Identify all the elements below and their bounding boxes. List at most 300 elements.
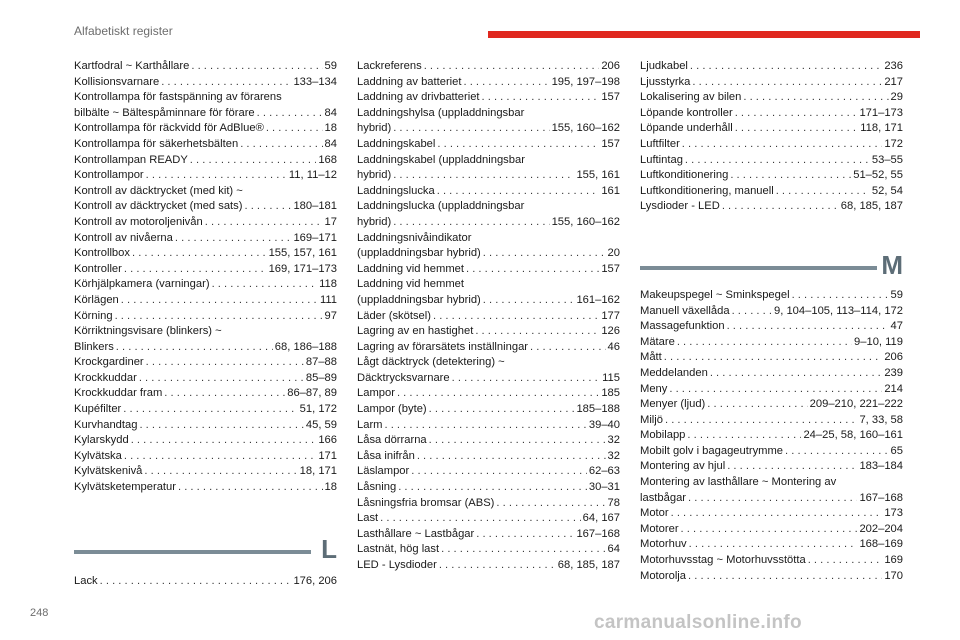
index-entry-text: Larm <box>357 418 383 431</box>
index-entry-text: Kollisionsvarnare <box>74 75 160 88</box>
index-entry[interactable] <box>357 371 620 387</box>
index-entry-text: Ljusstyrka <box>640 75 691 88</box>
index-entry-text: Kylarskydd <box>74 434 129 447</box>
index-entry[interactable] <box>357 59 620 75</box>
index-entry-text: Lackreferens <box>357 60 422 72</box>
index-entry-pages[interactable]: 214 <box>884 382 903 395</box>
index-entry[interactable] <box>640 537 903 553</box>
index-entry-pages[interactable]: 68, 186–188 <box>274 340 337 353</box>
index-entry-text: Kontrollampan READY <box>74 153 188 166</box>
index-entry-text: Lampor (byte) <box>357 403 427 416</box>
index-entry[interactable] <box>640 491 903 507</box>
index-entry-text: Luftintag <box>640 153 683 166</box>
index-entry-text: Körning <box>74 309 113 322</box>
index-entry-text: Kontrollampa för säkerhetsbälten <box>74 137 239 150</box>
index-entry-pages[interactable]: 157 <box>601 91 620 104</box>
dot-leader <box>437 137 599 153</box>
index-entry[interactable] <box>357 386 620 402</box>
index-entry[interactable] <box>74 293 337 309</box>
index-entry[interactable] <box>640 382 903 398</box>
index-entry[interactable] <box>357 418 620 434</box>
index-entry-pages[interactable]: 32 <box>607 449 620 462</box>
dot-leader <box>429 433 606 449</box>
index-entry-text: Mått <box>640 351 662 364</box>
dot-leader <box>146 168 287 184</box>
index-entry[interactable] <box>357 496 620 512</box>
dot-leader <box>393 121 549 137</box>
index-entry-text: Krockkuddar <box>74 371 137 384</box>
dot-leader <box>785 444 889 460</box>
index-entry-pages[interactable]: 161–162 <box>576 293 620 306</box>
index-entry-pages[interactable]: 155, 160–162 <box>551 122 620 135</box>
index-entry[interactable] <box>640 153 903 169</box>
index-entry-pages[interactable]: 9, 104–105, 113–114, 172 <box>774 304 903 317</box>
dot-leader <box>664 350 883 366</box>
index-entry-pages[interactable]: 166 <box>318 434 337 447</box>
index-entry-pages[interactable]: 65 <box>890 444 903 457</box>
dot-leader <box>692 75 882 91</box>
index-entry-text: Ljudkabel <box>640 60 688 72</box>
index-entry-pages[interactable]: 59 <box>890 288 903 301</box>
index-entry-pages[interactable]: 17 <box>324 215 337 228</box>
index-entry-text: Lack <box>74 574 98 587</box>
index-entry[interactable] <box>74 309 337 325</box>
index-entry[interactable] <box>640 397 903 413</box>
index-entry-pages[interactable]: 68, 185, 187 <box>557 559 620 571</box>
page-number: 248 <box>30 607 49 619</box>
index-entry[interactable] <box>357 527 620 543</box>
index-entry-text: Montering av hjul <box>640 460 726 473</box>
index-entry-text: Kupéfilter <box>74 403 122 416</box>
index-entry[interactable] <box>74 75 337 91</box>
index-entry-pages[interactable]: 155, 157, 161 <box>268 247 337 260</box>
index-entry-pages[interactable]: 202–204 <box>859 522 903 535</box>
index-entry[interactable] <box>357 215 620 231</box>
dot-leader <box>380 511 581 527</box>
index-entry-text: Kontrollbox <box>74 247 130 260</box>
index-entry-pages[interactable]: 84 <box>324 137 337 150</box>
index-entry-text: Kartfodral ~ Karthållare <box>74 60 190 72</box>
index-entry-pages[interactable]: 168 <box>318 153 337 166</box>
dot-leader <box>482 90 600 106</box>
dot-leader <box>682 137 883 153</box>
index-entry-text: Läder (skötsel) <box>357 309 431 322</box>
dot-leader <box>727 319 889 335</box>
index-entry[interactable] <box>357 324 620 340</box>
index-entry[interactable] <box>357 464 620 480</box>
index-entry-text: Kontroll av nivåerna <box>74 231 173 244</box>
index-entry-text: Löpande kontroller <box>640 106 733 119</box>
index-entry[interactable] <box>640 553 903 569</box>
index-entry-pages[interactable]: 126 <box>601 325 620 338</box>
index-entry[interactable] <box>357 449 620 465</box>
index-entry[interactable] <box>640 413 903 429</box>
dot-leader <box>257 106 323 122</box>
index-entry[interactable] <box>640 288 903 304</box>
dot-leader <box>483 293 575 309</box>
index-entry-text: Läslampor <box>357 465 410 478</box>
index-column-2 <box>357 59 620 574</box>
index-entry[interactable] <box>74 277 337 293</box>
section-rule <box>74 550 311 554</box>
index-entry[interactable] <box>74 386 337 402</box>
index-entry-pages[interactable]: 53–55 <box>871 153 903 166</box>
index-entry-text: Luftkonditionering <box>640 169 729 182</box>
index-entry[interactable] <box>640 137 903 153</box>
index-entry-pages[interactable]: 176, 206 <box>293 574 337 587</box>
index-entry-pages[interactable]: 29 <box>890 91 903 104</box>
index-entry-pages[interactable]: 84 <box>324 106 337 119</box>
index-entry-text: Lagring av en hastighet <box>357 325 474 338</box>
index-entry[interactable] <box>74 121 337 137</box>
index-entry-pages[interactable]: 169, 171–173 <box>268 262 337 275</box>
index-entry-pages[interactable]: 51–52, 55 <box>853 169 903 182</box>
index-entry-text: (uppladdningsbar hybrid) <box>357 247 481 260</box>
index-entry-text: Laddningshylsa (uppladdningsbar <box>357 106 525 119</box>
index-entry[interactable] <box>357 309 620 325</box>
index-entry-text: Massagefunktion <box>640 320 725 333</box>
index-entry[interactable] <box>357 558 620 574</box>
index-entry[interactable] <box>640 350 903 366</box>
index-entry[interactable] <box>357 121 620 137</box>
index-entry-text: Låsa inifrån <box>357 449 415 462</box>
dot-leader <box>687 428 801 444</box>
index-entry-pages[interactable]: 20 <box>607 247 620 260</box>
index-entry-text: Meddelanden <box>640 366 708 379</box>
index-entry[interactable] <box>640 428 903 444</box>
index-entry[interactable] <box>74 231 337 247</box>
dot-leader <box>123 402 297 418</box>
dot-leader <box>205 215 323 231</box>
index-entry[interactable] <box>357 262 620 278</box>
index-entry-text: (uppladdningsbar hybrid) <box>357 293 481 306</box>
index-entry-text: Motorhuv <box>640 538 687 551</box>
index-entry[interactable] <box>74 199 337 215</box>
dot-leader <box>732 304 772 320</box>
index-entry-pages[interactable]: 209–210, 221–222 <box>809 398 903 411</box>
index-entry[interactable] <box>357 402 620 418</box>
index-entry-text: Motor <box>640 507 669 520</box>
index-entry[interactable] <box>640 444 903 460</box>
index-entry-text: Kurvhandtag <box>74 418 138 431</box>
index-entry-text: Makeupspegel ~ Sminkspegel <box>640 288 790 301</box>
index-entry-pages[interactable]: 180–181 <box>293 200 337 213</box>
index-entry-text: Laddning vid hemmet <box>357 278 464 291</box>
index-entry-text: Lampor <box>357 387 395 400</box>
index-entry-text: Löpande underhåll <box>640 122 733 135</box>
index-entry-pages[interactable]: 86–87, 89 <box>287 387 337 400</box>
index-entry-text: Mobilapp <box>640 429 686 442</box>
index-entry-pages[interactable]: 167–168 <box>859 491 903 504</box>
index-entry-text: Kontrollampa för fastspänning av förarens <box>74 91 282 104</box>
index-entry-pages[interactable]: 183–184 <box>859 460 903 473</box>
index-entry-pages[interactable]: 118 <box>319 278 337 291</box>
section-letter: L <box>321 533 337 564</box>
index-entry-text: Miljö <box>640 413 663 426</box>
index-entry[interactable] <box>640 335 903 351</box>
index-entry-text: Mätare <box>640 335 675 348</box>
index-entry[interactable] <box>74 153 337 169</box>
dot-leader <box>397 386 599 402</box>
index-entry-pages[interactable]: 157 <box>601 137 620 150</box>
index-entry[interactable] <box>74 246 337 262</box>
index-entry-text: Kylvätska <box>74 449 122 462</box>
dot-leader <box>385 418 587 434</box>
index-entry-text: Låsa dörrarna <box>357 434 427 447</box>
index-entry[interactable] <box>74 402 337 418</box>
index-entry[interactable] <box>74 59 337 75</box>
index-entry[interactable] <box>357 184 620 200</box>
index-entry[interactable] <box>74 106 337 122</box>
dot-leader <box>131 433 317 449</box>
index-entry-pages[interactable]: 45, 59 <box>305 418 337 431</box>
section-heading <box>74 534 337 568</box>
index-entry[interactable] <box>357 433 620 449</box>
dot-leader <box>240 137 322 153</box>
index-entry[interactable] <box>74 215 337 231</box>
index-entry-pages[interactable]: 24–25, 58, 160–161 <box>803 429 903 442</box>
dot-leader <box>266 121 323 137</box>
index-entry-pages[interactable]: 172 <box>884 137 903 150</box>
dot-leader <box>139 371 304 387</box>
index-entry-text: Luftkonditionering, manuell <box>640 184 774 197</box>
dot-leader <box>464 75 550 91</box>
index-entry-text: Lågt däcktryck (detektering) ~ <box>357 356 505 369</box>
index-entry-pages[interactable]: 185 <box>601 387 620 400</box>
dot-leader <box>164 386 285 402</box>
dot-leader <box>411 464 587 480</box>
index-entry[interactable] <box>357 293 620 309</box>
index-entry-pages[interactable]: 217 <box>884 75 903 88</box>
dot-leader <box>245 199 292 215</box>
index-entry[interactable] <box>640 168 903 184</box>
index-entry[interactable] <box>74 480 337 496</box>
dot-leader <box>161 75 291 91</box>
dot-leader <box>689 537 858 553</box>
index-entry[interactable] <box>640 304 903 320</box>
index-entry-pages[interactable]: 118, 171 <box>860 122 903 135</box>
index-entry-pages[interactable]: 39–40 <box>588 418 620 431</box>
dot-leader <box>808 553 883 569</box>
dot-leader <box>677 335 852 351</box>
index-entry-pages[interactable]: 51, 172 <box>299 403 337 416</box>
index-entry[interactable] <box>640 506 903 522</box>
dot-leader <box>439 558 556 574</box>
index-entry-pages[interactable]: 169 <box>884 554 903 567</box>
index-entry[interactable] <box>357 542 620 558</box>
index-entry-text: Lastnät, hög last <box>357 543 440 556</box>
section-heading <box>640 250 903 284</box>
dot-leader <box>688 491 857 507</box>
index-entry[interactable] <box>74 137 337 153</box>
index-entry[interactable] <box>357 340 620 356</box>
dot-leader <box>735 106 858 122</box>
index-entry[interactable] <box>74 340 337 356</box>
dot-leader <box>466 262 599 278</box>
index-entry-text: Krockgardiner <box>74 356 144 369</box>
dot-leader <box>688 569 882 585</box>
index-entry-text: LED - Lysdioder <box>357 559 437 571</box>
index-entry[interactable] <box>357 75 620 91</box>
index-entry[interactable] <box>74 371 337 387</box>
index-entry-text: Blinkers <box>74 340 114 353</box>
index-entry-pages[interactable]: 64 <box>607 543 620 556</box>
index-entry-text: Manuell växellåda <box>640 304 730 317</box>
dot-leader <box>681 522 858 538</box>
dot-leader <box>178 480 323 496</box>
index-entry-pages[interactable]: 171–173 <box>859 106 903 119</box>
index-entry[interactable] <box>74 418 337 434</box>
index-entry-text: Krockkuddar fram <box>74 387 163 400</box>
index-entry[interactable] <box>74 168 337 184</box>
index-entry-pages[interactable]: 64, 167 <box>582 512 620 525</box>
index-entry[interactable] <box>640 184 903 200</box>
index-entry-pages[interactable]: 236 <box>884 60 903 72</box>
index-entry-pages[interactable]: 87–88 <box>305 356 337 369</box>
index-entry-text: Kontrollampor <box>74 169 144 182</box>
index-entry-pages[interactable]: 167–168 <box>576 527 620 540</box>
index-entry-text: Laddning av drivbatteriet <box>357 91 480 104</box>
index-entry-pages[interactable]: 173 <box>884 507 903 520</box>
index-entry-pages[interactable]: 177 <box>601 309 620 322</box>
dot-leader <box>393 215 549 231</box>
index-entry-text: Laddningslucka (uppladdningsbar <box>357 200 525 213</box>
index-entry[interactable] <box>640 121 903 137</box>
index-entry-pages[interactable]: 32 <box>607 434 620 447</box>
index-entry[interactable] <box>74 262 337 278</box>
index-entry-text: Lokalisering av bilen <box>640 91 742 104</box>
dot-leader <box>116 340 273 356</box>
index-entry[interactable] <box>640 569 903 585</box>
dot-leader <box>496 496 605 512</box>
index-entry-text: Luftfilter <box>640 137 680 150</box>
index-entry[interactable] <box>74 355 337 371</box>
index-entry[interactable] <box>357 511 620 527</box>
index-entry-pages[interactable]: 47 <box>890 320 903 333</box>
index-entry[interactable] <box>640 366 903 382</box>
index-entry-pages[interactable]: 59 <box>324 60 337 72</box>
dot-leader <box>727 459 857 475</box>
dot-leader <box>433 309 599 325</box>
index-entry-text: hybrid) <box>357 215 392 228</box>
index-entry[interactable] <box>357 168 620 184</box>
index-entry[interactable] <box>357 137 620 153</box>
index-entry[interactable] <box>640 90 903 106</box>
dot-leader <box>730 168 851 184</box>
index-entry-pages[interactable]: 30–31 <box>588 481 620 494</box>
index-entry-text: Körriktningsvisare (blinkers) ~ <box>74 325 222 338</box>
index-entry-text: Lysdioder - LED <box>640 200 720 213</box>
dot-leader <box>124 449 316 465</box>
index-entry-text: Kontroll av däcktrycket (med sats) <box>74 200 243 213</box>
index-entry-text: Menyer (ljud) <box>640 398 706 411</box>
index-entry-pages[interactable]: 155, 161 <box>576 169 620 182</box>
index-entry-pages[interactable]: 7, 33, 58 <box>859 413 903 426</box>
header-accent-bar <box>488 31 920 38</box>
index-entry-text: Motorhuvsstag ~ Motorhuvsstötta <box>640 554 806 567</box>
dot-leader <box>393 168 574 184</box>
index-entry[interactable] <box>74 464 337 480</box>
index-entry[interactable] <box>74 574 337 590</box>
index-entry-text: lastbågar <box>640 491 687 504</box>
index-entry-pages[interactable]: 206 <box>601 60 620 72</box>
index-entry[interactable] <box>640 522 903 538</box>
index-entry-pages[interactable]: 111 <box>319 293 337 306</box>
index-entry-pages[interactable]: 185–188 <box>576 403 620 416</box>
index-entry-text: Lagring av förarsätets inställningar <box>357 340 529 353</box>
dot-leader <box>441 542 605 558</box>
dot-leader <box>735 121 859 137</box>
index-entry-pages[interactable]: 155, 160–162 <box>551 215 620 228</box>
index-entry[interactable] <box>640 319 903 335</box>
dot-leader <box>710 366 883 382</box>
index-entry[interactable] <box>74 433 337 449</box>
dot-leader <box>483 246 606 262</box>
index-entry-pages[interactable]: 195, 197–198 <box>551 75 620 88</box>
index-entry-text: Laddning vid hemmet <box>357 262 464 275</box>
index-entry-pages[interactable]: 9–10, 119 <box>854 335 903 348</box>
index-entry[interactable] <box>74 449 337 465</box>
dot-leader <box>792 288 889 304</box>
index-entry-text: bilbälte ~ Bältespåminnare för förare <box>74 106 255 119</box>
index-entry-pages[interactable]: 52, 54 <box>871 184 903 197</box>
section-rule <box>640 266 877 270</box>
section-letter: M <box>881 249 903 280</box>
dot-leader <box>146 355 304 371</box>
index-entry-pages[interactable]: 206 <box>884 351 903 364</box>
index-entry-text: Lasthållare ~ Lastbågar <box>357 527 475 540</box>
index-entry-pages[interactable]: 170 <box>884 569 903 582</box>
dot-leader <box>685 153 870 169</box>
index-entry-pages[interactable]: 78 <box>607 496 620 509</box>
index-entry-text: Laddning av batteriet <box>357 75 462 88</box>
index-entry-text: Kontroll av motoroljenivån <box>74 215 203 228</box>
index-entry[interactable] <box>640 199 903 215</box>
index-entry-text: Låsningsfria bromsar (ABS) <box>357 496 495 509</box>
index-entry-pages[interactable]: 11, 11–12 <box>288 169 337 182</box>
index-entry-text: Last <box>357 512 379 525</box>
index-entry-text: Kylvätskenivå <box>74 465 143 478</box>
index-entry-pages[interactable]: 161 <box>601 184 620 197</box>
index-entry[interactable] <box>640 459 903 475</box>
index-entry-pages[interactable]: 169–171 <box>293 231 337 244</box>
index-entry[interactable] <box>640 59 903 75</box>
index-entry[interactable] <box>640 106 903 122</box>
index-column-1 <box>74 59 337 589</box>
index-entry-pages[interactable]: 171 <box>318 449 337 462</box>
index-entry-pages[interactable]: 85–89 <box>305 371 337 384</box>
index-entry-pages[interactable]: 46 <box>607 340 620 353</box>
index-entry-pages[interactable]: 97 <box>324 309 337 322</box>
dot-leader <box>175 231 292 247</box>
index-entry-pages[interactable]: 62–63 <box>588 465 620 478</box>
index-entry[interactable] <box>357 246 620 262</box>
index-entry-pages[interactable]: 133–134 <box>293 75 337 88</box>
dot-leader <box>743 90 888 106</box>
index-entry[interactable] <box>357 90 620 106</box>
index-entry-pages[interactable]: 168–169 <box>859 538 903 551</box>
index-entry-text: Motorer <box>640 522 679 535</box>
index-entry-pages[interactable]: 157 <box>601 262 620 275</box>
index-entry-pages[interactable]: 115 <box>602 371 620 384</box>
index-entry[interactable] <box>357 480 620 496</box>
index-entry-pages[interactable]: 68, 185, 187 <box>840 200 903 213</box>
index-entry-pages[interactable]: 18 <box>324 122 337 135</box>
index-entry[interactable] <box>640 75 903 91</box>
index-entry-pages[interactable]: 18 <box>324 481 337 494</box>
index-entry-pages[interactable]: 239 <box>884 366 903 379</box>
index-entry-pages[interactable]: 18, 171 <box>299 465 337 478</box>
